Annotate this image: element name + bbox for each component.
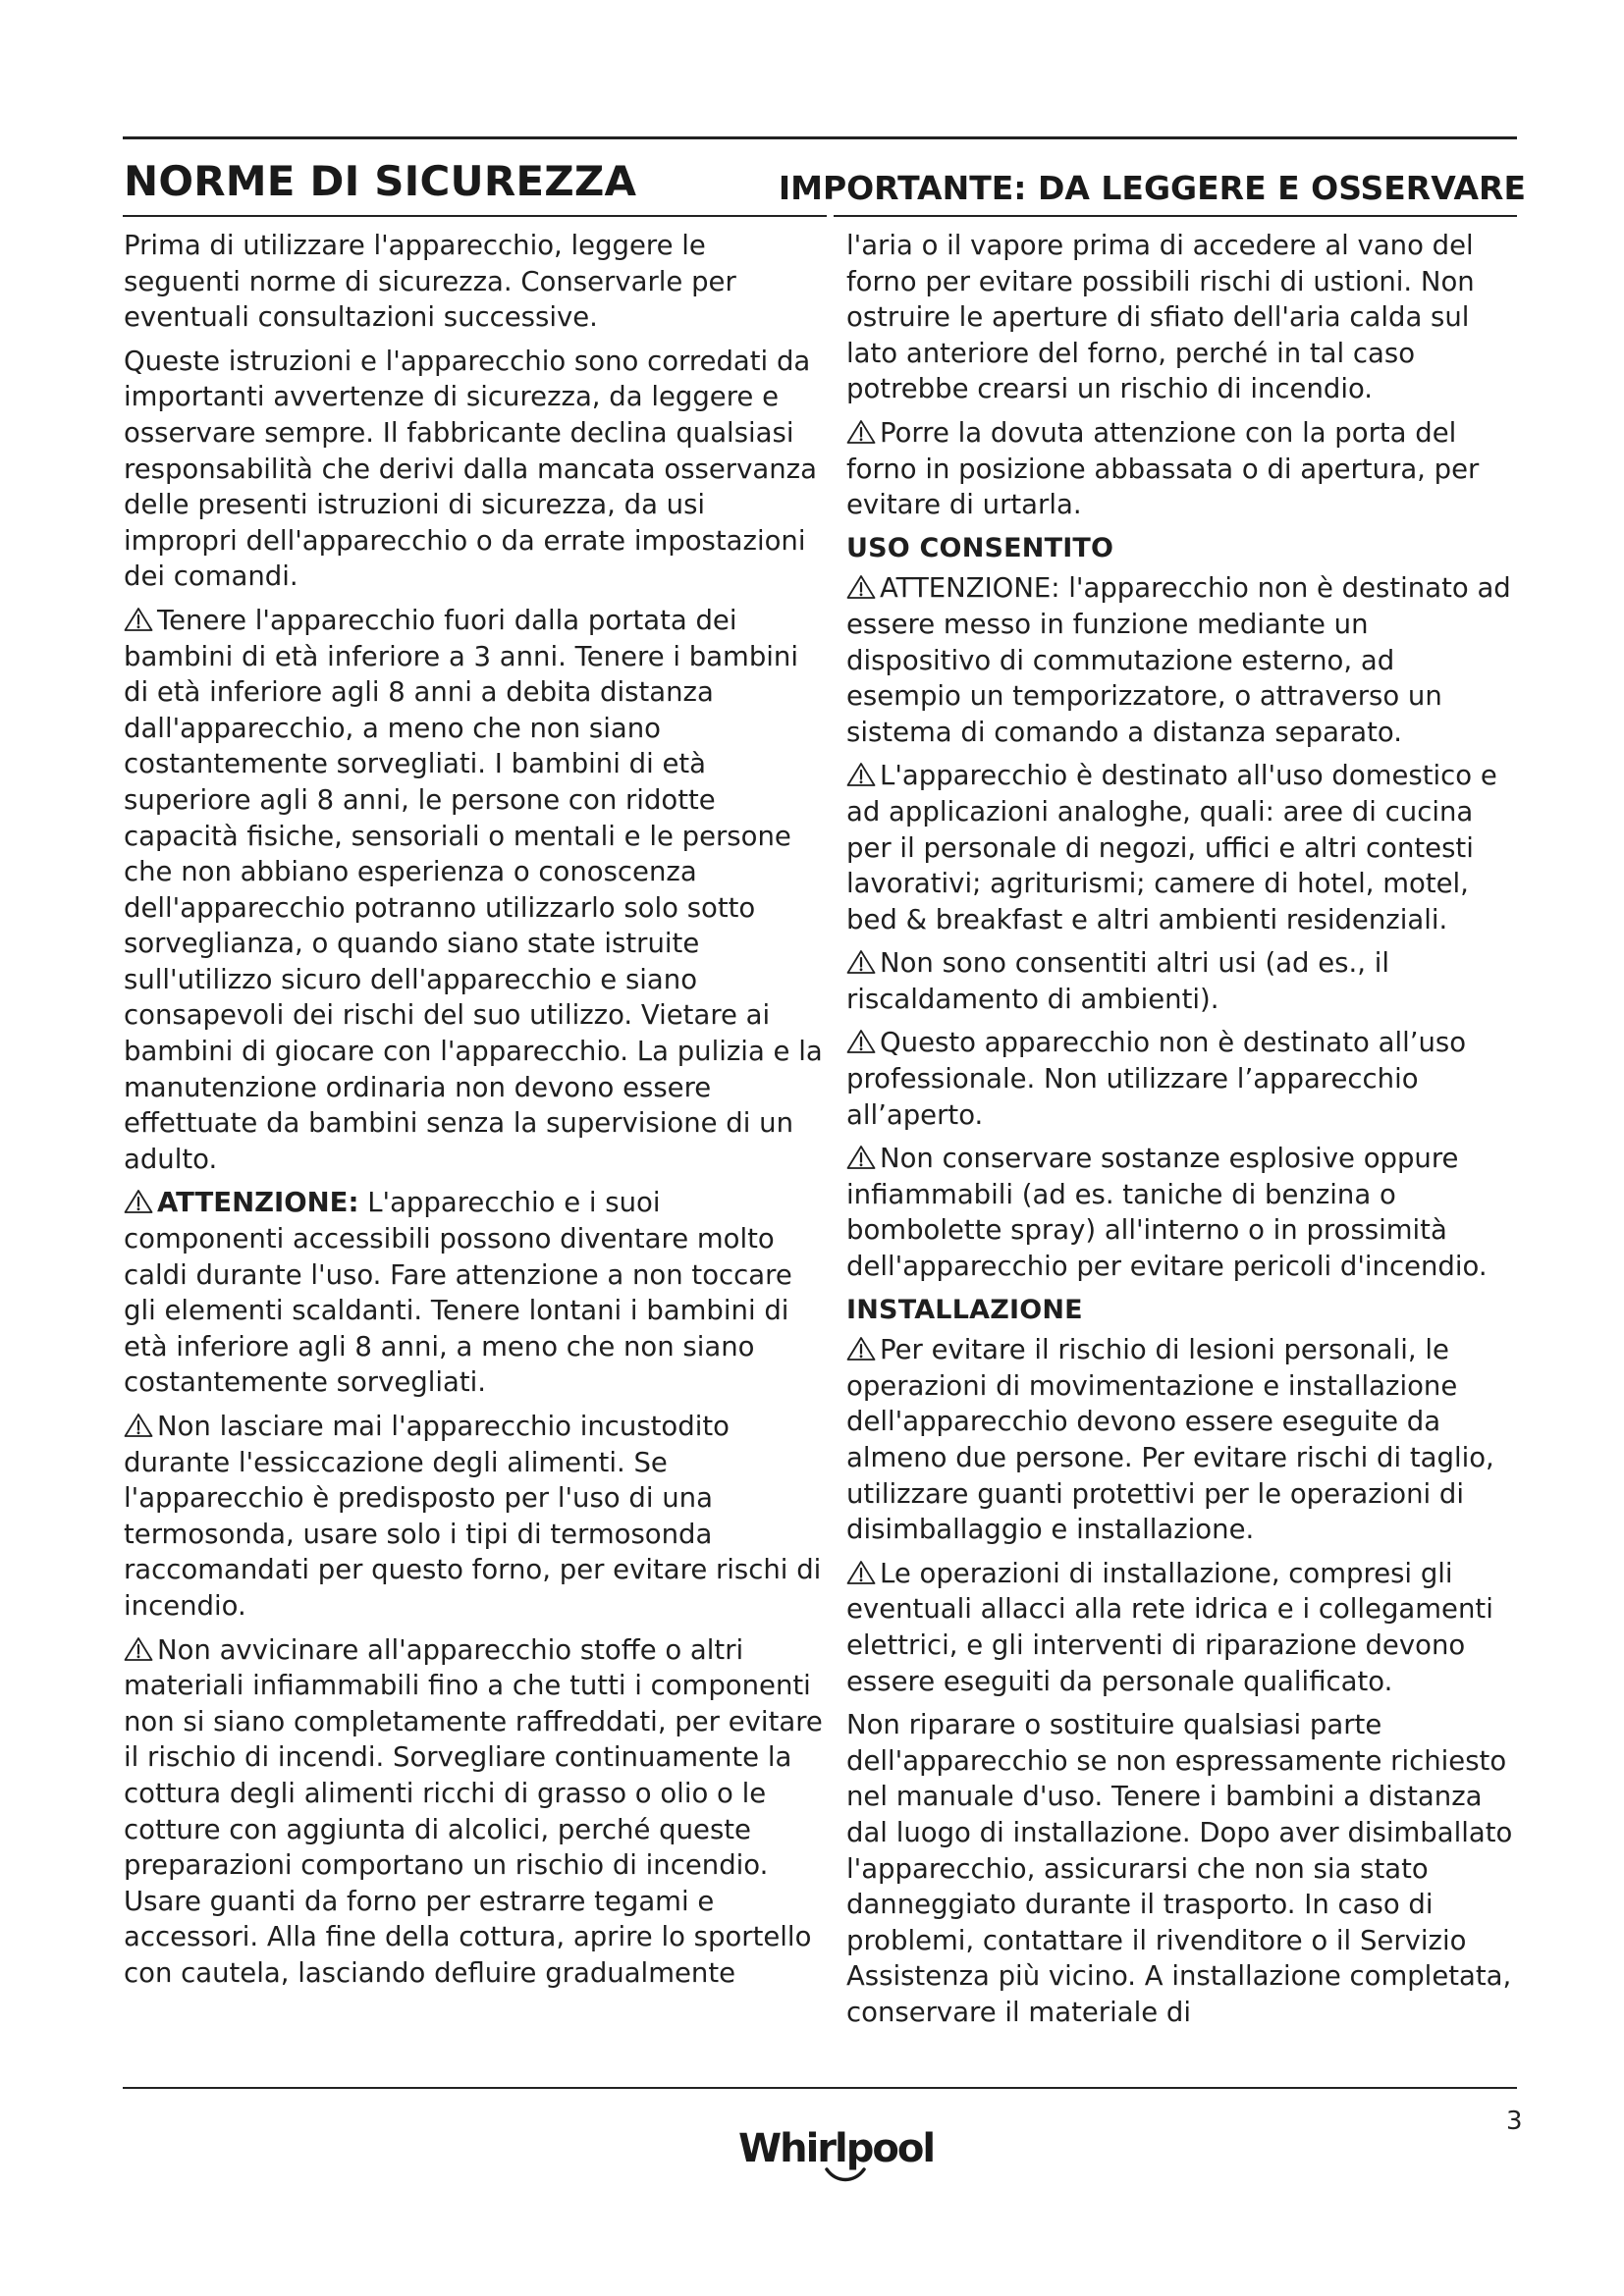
professional-use-warning <box>846 1025 1517 1133</box>
warning-icon <box>846 574 876 600</box>
children-warning-text: Tenere l'apparecchio fuori dalla portata dei bambini di età inferiore a 3 anni. Tenere i bambini di età inferiore agli 8 anni a debita distanza dall'apparecchio, a meno che non siano costantemente sorvegliati. I bambini di età superiore agli 8 anni, le persone con ridotte capacità fisiche, sensoriali o mentali e le persone che non abbiano esperienza o conoscenza dell'apparecchio potranno utilizzarlo solo sotto sorveglianza, o quando siano state istruite sull'utilizzo sicuro dell'apparecchio e siano consapevoli dei rischi del suo utilizzo. Vietare ai bambini di giocare con l'apparecchio. La pulizia e la manutenzione ordinaria non devono essere effettuate da bambini senza la supervisione di un adulto. <box>124 604 823 1175</box>
warning-icon <box>846 1145 876 1170</box>
heading-installazione: INSTALLAZIONE <box>846 1294 1083 1325</box>
professional-use-warning-text: Questo apparecchio non è destinato all’uso professionale. Non utilizzare l’apparecchio all’aperto. <box>846 1027 1467 1131</box>
footer-rule <box>123 2087 1517 2089</box>
page-subtitle: IMPORTANTE: DA LEGGERE E OSSERVARE <box>778 169 1526 207</box>
page-title: NORME DI SICUREZZA <box>124 157 637 205</box>
left-column <box>124 228 823 2029</box>
other-uses-warning <box>846 945 1517 1017</box>
hot-surface-warning <box>124 1185 823 1401</box>
drying-warning-text: Non lasciare mai l'apparecchio incustodito durante l'essiccazione degli alimenti. Se l'apparecchio è predisposto per l'uso di una termosonda, usare solo i tipi di termosonda raccomandati per questo forno, per evitare rischi di incendio. <box>124 1411 822 1622</box>
door-warning-text: Porre la dovuta attenzione con la porta del forno in posizione abbassata o di apertura, per evitare di urtarla. <box>846 416 1480 521</box>
steam-paragraph: l'aria o il vapore prima di accedere al vano del forno per evitare possibili rischi di ustioni. Non ostruire le aperture di sfiato dell'aria calda sul lato anteriore del forno, perché in tal caso potrebbe crearsi un rischio di incendio. <box>846 230 1475 405</box>
explosive-warning <box>846 1141 1517 1284</box>
children-warning <box>124 603 823 1178</box>
handling-warning <box>846 1332 1517 1548</box>
intro-paragraph: Prima di utilizzare l'apparecchio, leggere le seguenti norme di sicurezza. Conservarle per eventuali consultazioni successive. <box>124 230 736 334</box>
repair-paragraph: Non riparare o sostituire qualsiasi parte dell'apparecchio se non espressamente richiesto nel manuale d'uso. Tenere i bambini a distanza dal luogo di installazione. Dopo aver disimballato l'apparecchio, assicurarsi che non sia stato danneggiato durante il trasporto. In caso di problemi, contattare il rivenditore o il Servizio Assistenza più vicino. A installazione completata, conservare il materiale di <box>846 1709 1513 2028</box>
timer-warning <box>846 570 1517 750</box>
warning-icon <box>124 1189 153 1214</box>
instructions-paragraph: Queste istruzioni e l'apparecchio sono corredati da importanti avvertenze di sicurezza, da leggere e osservare sempre. Il fabbricante declina qualsiasi responsabilità che derivi dalla mancata osservanza delle presenti istruzioni di sicurezza, da usi impropri dell'apparecchio o da errate impostazioni dei comandi. <box>124 345 817 593</box>
qualified-personnel-warning <box>846 1556 1517 1699</box>
right-column <box>846 228 1517 2029</box>
warning-icon <box>846 949 876 975</box>
brand-logo <box>731 2118 947 2197</box>
domestic-use-warning <box>846 758 1517 937</box>
qualified-personnel-warning-text: Le operazioni di installazione, compresi gli eventuali allacci alla rete idrica e i collegamenti elettrici, e gli interventi di riparazione devono essere eseguiti da personale qualificato. <box>846 1557 1493 1697</box>
warning-icon <box>124 1636 153 1662</box>
door-warning <box>846 415 1517 523</box>
header-top-rule <box>123 136 1517 139</box>
warning-icon <box>124 1413 153 1438</box>
hot-surface-warning-text: L'apparecchio e i suoi componenti accessibili possono diventare molto caldi durante l'uso. Fare attenzione a non toccare gli elementi scaldanti. Tenere lontani i bambini di età inferiore agli 8 anni, a meno che non siano costantemente sorvegliati. <box>124 1187 792 1399</box>
warning-icon <box>846 1029 876 1054</box>
page-number: 3 <box>1506 2107 1523 2136</box>
svg-text:Whirlpool: Whirlpool <box>738 2126 935 2171</box>
other-uses-warning-text: Non sono consentiti altri usi (ad es., il riscaldamento di ambienti). <box>846 947 1389 1015</box>
warning-icon <box>846 1336 876 1362</box>
heading-uso-consentito: USO CONSENTITO <box>846 532 1114 563</box>
handling-warning-text: Per evitare il rischio di lesioni personali, le operazioni di movimentazione e installazione dell'apparecchio devono essere eseguite da almeno due persone. Per evitare rischi di taglio, utilizzare guanti protettivi per le operazioni di disimballaggio e installazione. <box>846 1334 1494 1546</box>
timer-warning-text: ATTENZIONE: l'apparecchio non è destinato ad essere messo in funzione mediante un dispositivo di commutazione esterno, ad esempio un temporizzatore, o attraverso un sistema di comando a distanza separato. <box>846 572 1511 748</box>
fire-warning-text: Non avvicinare all'apparecchio stoffe o altri materiali infiammabili fino a che tutti i componenti non si siano completamente raffreddati, per evitare il rischio di incendi. Sorvegliare continuamente la cottura degli alimenti ricchi di grasso o olio o le cotture con aggiunta di alcolici, perché queste preparazioni comportano un rischio di incendio. Usare guanti da forno per estrarre tegami e accessori. Alla fine della cottura, aprire lo sportello con cautela, lasciando defluire gradualmente <box>124 1633 823 1989</box>
warning-icon <box>846 762 876 787</box>
fire-warning <box>124 1632 823 1992</box>
header-rule-right <box>834 215 1517 217</box>
drying-warning <box>124 1409 823 1625</box>
domestic-use-warning-text: L'apparecchio è destinato all'uso domestico e ad applicazioni analoghe, quali: aree di cucina per il personale di negozi, uffici e altri contesti lavorativi; agriturismi; camere di hotel, motel, bed & breakfast e altri ambienti residenziali. <box>846 760 1497 935</box>
warning-icon <box>124 607 153 632</box>
warning-icon <box>846 419 876 445</box>
warning-icon <box>846 1560 876 1585</box>
attention-label: ATTENZIONE: <box>157 1187 359 1219</box>
explosive-warning-text: Non conservare sostanze esplosive oppure infiammabili (ad es. taniche di benzina o bombolette spray) all'interno o in prossimità dell'apparecchio per evitare pericoli d'incendio. <box>846 1143 1488 1283</box>
header-rule-left <box>123 215 827 217</box>
